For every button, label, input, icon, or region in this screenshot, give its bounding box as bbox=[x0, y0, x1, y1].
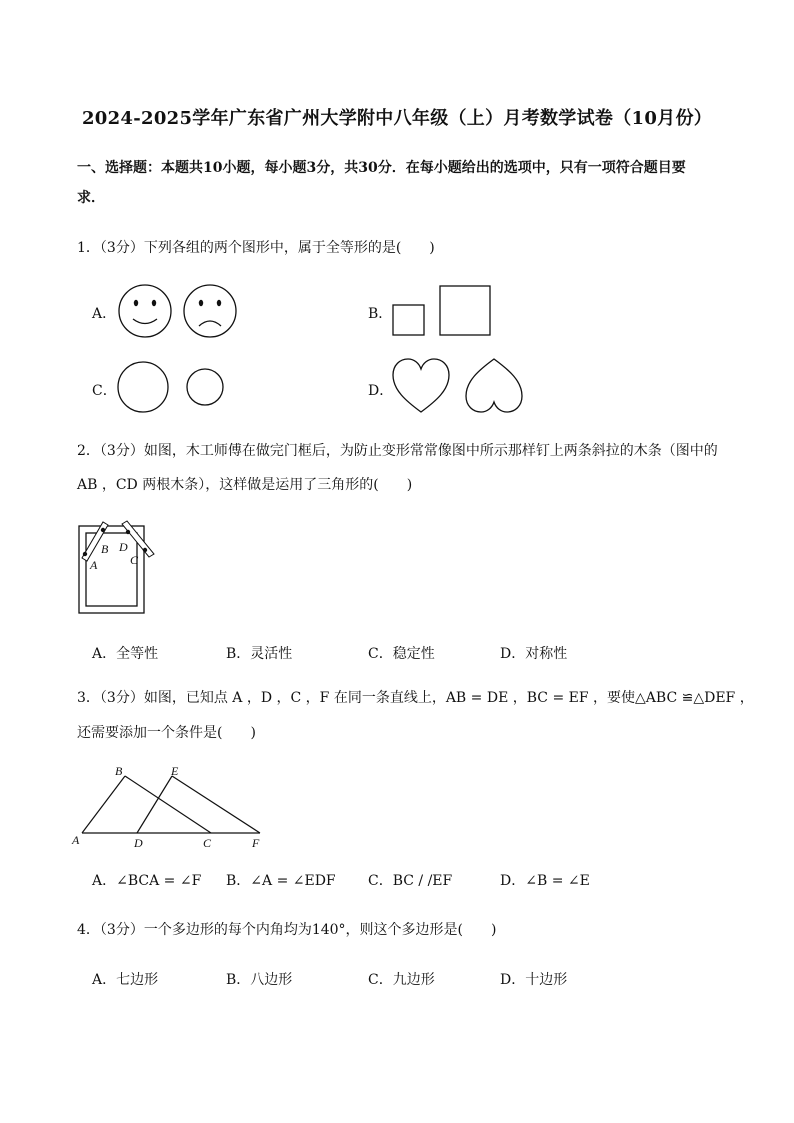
smiley-face-icon bbox=[119, 285, 171, 337]
label-b: B bbox=[101, 542, 109, 556]
q3-option-b: B．∠A = ∠EDF bbox=[226, 873, 336, 889]
small-square-icon bbox=[393, 305, 424, 335]
label-e: E bbox=[171, 764, 179, 778]
q3-triangles-figure bbox=[70, 762, 270, 854]
q3-option-c: C．BC / /EF bbox=[368, 873, 453, 889]
q4-option-b: B．八边形 bbox=[226, 972, 293, 988]
q3-stem-line2: 还需要添加一个条件是( ) bbox=[77, 725, 256, 741]
q1-option-d-figure bbox=[390, 356, 526, 416]
q2-option-c: C．稳定性 bbox=[368, 646, 435, 662]
segment-ef bbox=[172, 776, 260, 833]
label-d: D bbox=[119, 540, 128, 554]
q3-option-d: D．∠B = ∠E bbox=[500, 873, 590, 889]
q1-option-b-label: B． bbox=[368, 306, 393, 322]
q1-option-d-label: D． bbox=[368, 383, 394, 399]
label-a: A bbox=[72, 833, 80, 847]
frowning-face-icon bbox=[184, 285, 236, 337]
q4-option-d: D．十边形 bbox=[500, 972, 568, 988]
q1-stem: 1．（3分）下列各组的两个图形中，属于全等形的是( ) bbox=[77, 240, 435, 256]
q2-option-b: B．灵活性 bbox=[226, 646, 293, 662]
segment-de bbox=[137, 776, 172, 833]
q4-stem: 4．（3分）一个多边形的每个内角均为140°，则这个多边形是( ) bbox=[77, 922, 497, 938]
label-c: C bbox=[130, 553, 139, 567]
label-b: B bbox=[115, 764, 123, 778]
q3-option-a: A．∠BCA = ∠F bbox=[92, 873, 202, 889]
q2-option-a: A．全等性 bbox=[92, 646, 159, 662]
heart-icon bbox=[393, 359, 449, 412]
segment-ab bbox=[82, 776, 125, 833]
label-d: D bbox=[134, 836, 143, 850]
q1-option-b-figure bbox=[390, 284, 495, 340]
q4-option-c: C．九边形 bbox=[368, 972, 435, 988]
small-circle-icon bbox=[187, 369, 223, 405]
segment-bc bbox=[125, 776, 211, 833]
label-a: A bbox=[90, 558, 98, 572]
q2-stem-line2: AB ，CD 两根木条），这样做是运用了三角形的( ) bbox=[77, 477, 413, 493]
q1-option-a-figure bbox=[116, 284, 241, 340]
label-f: F bbox=[252, 836, 260, 850]
q4-option-a: A．七边形 bbox=[92, 972, 159, 988]
inverted-heart-icon bbox=[466, 359, 522, 412]
q1-option-c-figure bbox=[116, 360, 231, 414]
large-circle-icon bbox=[118, 362, 168, 412]
q2-door-frame-figure bbox=[74, 520, 162, 616]
section-heading-line1: 一、选择题：本题共10小题，每小题3分，共30分．在每小题给出的选项中，只有一项符合题目要 bbox=[77, 160, 686, 176]
label-c: C bbox=[203, 836, 212, 850]
exam-title: 2024-2025学年广东省广州大学附中八年级（上）月考数学试卷（10月份） bbox=[81, 108, 713, 129]
large-square-icon bbox=[440, 286, 490, 335]
q1-option-c-label: C． bbox=[92, 383, 117, 399]
q1-option-a-label: A． bbox=[92, 306, 117, 322]
q2-option-d: D．对称性 bbox=[500, 646, 568, 662]
section-heading-line2: 求． bbox=[77, 190, 105, 206]
q3-stem-line1: 3．（3分）如图，已知点 A ，D ，C ，F 在同一条直线上，AB = DE ，BC = EF ，要使△ABC ≌△DEF ， bbox=[77, 690, 754, 706]
q2-stem-line1: 2．（3分）如图，木工师傅在做完门框后，为防止变形常常像图中所示那样钉上两条斜拉的木条（图中的 bbox=[77, 443, 718, 459]
